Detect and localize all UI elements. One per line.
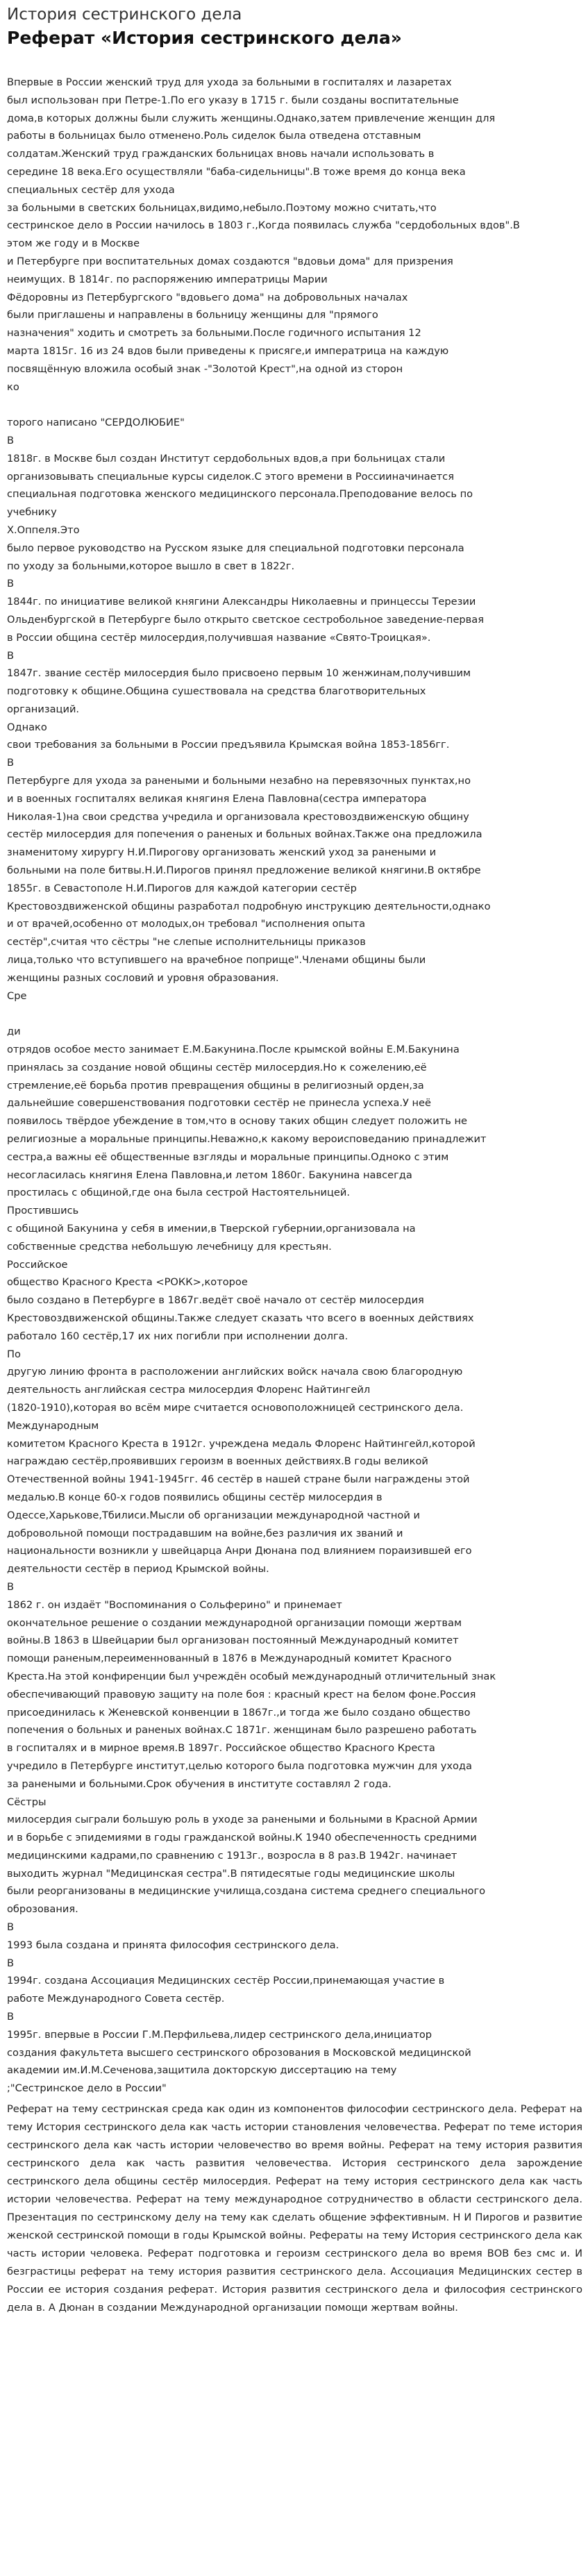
text-line: помощи раненым,переименнованный в 1876 в Международный комитет Красного	[7, 1653, 452, 1665]
text-line: Крестовоздвиженской общины разработал подробную инструкцию деятельности,однако	[7, 900, 491, 912]
text-line: деятельность английская сестра милосердия Флоренс Найтингейл	[7, 1384, 371, 1396]
text-line: этом же году и в Москве	[7, 237, 140, 250]
text-line: общество Красного Креста <РОКК>,которое	[7, 1276, 248, 1289]
text-line: солдатам.Женский труд гражданских больницах вновь начали использовать в	[7, 148, 435, 160]
text-line: Международным	[7, 1419, 99, 1432]
text-line: 1993 была создана и принята философия сестринского дела.	[7, 1939, 339, 1951]
text-line: были реорганизованы в медицинские училища,создана система среднего специального	[7, 1885, 486, 1898]
text-line: милосердия сыграли большую роль в уходе за ранеными и больными в Красной Армии	[7, 1814, 478, 1826]
text-line: присоединилась к Женевской конвенции в 1867г.,и тогда же было создано общество	[7, 1706, 471, 1718]
text-line: простилась с общиной,где она была сестрой Настоятельницей.	[7, 1187, 351, 1199]
text-line: и от врачей,особенно от молодых,он требовал "исполнения опыта	[7, 918, 366, 930]
text-line: Ольденбургской в Петербурге было открыто светское сестробольное заведение-первая	[7, 613, 485, 626]
text-line: специальных сестёр для ухода	[7, 183, 175, 196]
text-line: ;"Сестринское дело в России"	[7, 2082, 167, 2095]
text-line: работы в больницах было отменено.Роль сиделок была отведена отставным	[7, 130, 421, 142]
text-line: создания факультета высшего сестринского оброзования в Московской медицинской	[7, 2046, 471, 2059]
text-line: отрядов особое место занимает Е.М.Бакунина.После крымской войны Е.М.Бакунина	[7, 1044, 460, 1056]
text-line: Однако	[7, 721, 47, 733]
text-line: медалью.В конце 60-х годов появились общины сестёр милосердия в	[7, 1491, 383, 1503]
text-line: обеспечивающий правовую защиту на поле боя : красный крест на белом фоне.Россия	[7, 1688, 476, 1700]
breadcrumb[interactable]: История сестринского дела	[7, 6, 242, 24]
text-line: 1818г. в Москве был создан Институт сердобольных вдов,а при больницах стали	[7, 452, 446, 465]
text-line: войны.В 1863 в Швейцарии был организован постоянный Международный комитет	[7, 1634, 459, 1647]
text-line: выходить журнал "Медицинская сестра".В пятидесятые годы медицинские школы	[7, 1867, 455, 1880]
text-line: национальности возникли у швейцарца Анри Дюнана под влиянием пораизившей его	[7, 1545, 472, 1557]
text-line: в России община сестёр милосердия,получившая название «Свято-Троицкая».	[7, 631, 431, 644]
text-line: Простившись	[7, 1205, 79, 1217]
text-line: 1994г. создана Ассоциация Медицинских сестёр России,принемающая участие в	[7, 1975, 445, 1987]
text-line: учредило в Петербурге институт,целью которого была подготовка мужчин для ухода	[7, 1759, 472, 1772]
text-line: в госпиталях и в мирное время.В 1897г. Российское общество Красного Креста	[7, 1742, 435, 1755]
text-line: Одессе,Харькове,Тбилиси.Мысли об организации международной частной и	[7, 1509, 420, 1521]
text-line: В	[7, 434, 15, 446]
text-line: В	[7, 1921, 15, 1934]
text-line: 1862 г. он издаёт "Воспоминания о Сольферино" и принемает	[7, 1598, 342, 1611]
text-line: Х.Оппеля.Это	[7, 524, 80, 536]
text-line: и Петербурге при воспитательных домах создаются "вдовьи дома" для призрения	[7, 255, 453, 267]
text-line: сестёр милосердия для попечения о раненых и больных войнах.Также она предложила	[7, 828, 482, 841]
text-line: несогласилась княгиня Елена Павловна,и летом 1860г. Бакунина навсегда	[7, 1169, 412, 1181]
text-line: В	[7, 578, 15, 590]
text-line: сестринское дело в России начилось в 1803 г.,Когда появилась служба "сердобольных вдов".В	[7, 219, 520, 232]
text-line: торого написано "СЕРДОЛЮБИЕ"	[7, 417, 185, 429]
text-line: В	[7, 1957, 15, 1969]
text-line: дома,в которых должны были служить женщины.Однако,затем привлечение женщин для	[7, 112, 496, 124]
text-line: Российское	[7, 1258, 68, 1271]
text-line: Отечественной войны 1941-1945гг. 46 сестёр в нашей стране были награждены этой	[7, 1473, 470, 1486]
text-line: Петербурге для ухода за ранеными и больными незабно на перевязочных пунктах,но	[7, 775, 471, 787]
text-line: организаций.	[7, 703, 80, 715]
closing-paragraph: Реферат на тему сестринская среда как один из компонентов философии сестринского дела. Реферат на тему История сестринского дела как часть истории становления человечества. Реферат по теме история сестринского дела как часть истории человечество во время войны. Реферат на тему история развития сестринского дела как часть развития человечества. История сестринского дела зарождение сестринского дела общины сестёр милосердия. Реферат на тему история сестринского дела как часть истории человечества. Реферат на тему международное сотрудничество в области сестринского дела. Презентация по сестринскому делу на тему как сделать общение эффективным. Н И Пирогов и развитие женской сестринской помощи в годы Крымской войны. Рефераты на тему История сестринского дела как часть истории человека. Реферат подготовка и героизм сестринского дела во время ВОВ без смс и. И безграстицы реферат на тему история развития сестринского дела. Ассоциация Медицинских сестер в России ее история создания реферат. История развития сестринского дела и философия сестринского дела в. А Дюнан в создании Международной организации помощи жертвам войны.	[7, 2103, 582, 2314]
text-line: организовывать специальные курсы сиделок.С этого времени в Россииначинается	[7, 470, 454, 483]
text-line: академии им.И.М.Сеченова,защитила докторскую диссертацию на тему	[7, 2064, 397, 2077]
text-line: с общиной Бакунина у себя в имении,в Тверской губернии,организовала на	[7, 1223, 416, 1235]
text-line: знаменитому хирургу Н.И.Пирогову организовать женский уход за ранеными и	[7, 846, 437, 859]
text-line: подготовку к общине.Община сушествовала на средства благотворительных	[7, 685, 426, 698]
text-line: работе Международного Совета сестёр.	[7, 1993, 225, 2005]
text-line: религиозные а моральные принципы.Неважно,к какому вероисповеданию принадлежит	[7, 1133, 487, 1146]
text-line: ко	[7, 380, 19, 393]
text-line: женщины разных сословий и уровня образования.	[7, 971, 279, 984]
text-line: Впервые в России женский труд для ухода за больными в госпиталях и лазаретах	[7, 76, 452, 88]
text-line: собственные средства небольшую лечебницу для крестьян.	[7, 1240, 332, 1253]
text-line: В	[7, 649, 15, 662]
text-line: Фёдоровны из Петербургского "вдовьего дома" на добровольных началах	[7, 291, 408, 303]
text-line: было создано в Петербурге в 1867г.ведёт своё начало от сестёр милосердия	[7, 1294, 424, 1307]
text-line: медицинскими кадрами,по сравнению с 1913г., возросла в 8 раз.В 1942г. начинает	[7, 1849, 457, 1862]
text-line: было первое руководство на Русском языке для специальной подготовки персонала	[7, 542, 464, 554]
text-line: 1855г. в Севастополе Н.И.Пирогов для каждой категории сестёр	[7, 882, 357, 894]
text-line: Николая-1)на свои средства учредила и организовала крестовоздвиженскую общину	[7, 810, 469, 823]
text-line: неимущих. В 1814г. по распоряжению императрицы Марии	[7, 273, 328, 285]
text-line: Крестовоздвиженской общины.Также следует сказать что всего в военных действиях	[7, 1312, 474, 1324]
text-line: награждаю сестёр,проявивших героизм в военных действиях.В годы великой	[7, 1455, 428, 1468]
text-line: деятельности сестёр в период Крымской войны.	[7, 1563, 269, 1575]
text-line: принялась за создание новой общины сестёр милосердия.Но к сожелению,её	[7, 1061, 427, 1073]
text-line: за ранеными и больными.Срок обучения в институте составлял 2 года.	[7, 1778, 392, 1790]
text-line: назначения" ходить и смотреть за больными.После годичного испытания 12	[7, 327, 421, 340]
text-line: был использован при Петре-1.По его указу в 1715 г. были созданы воспитательные	[7, 94, 459, 106]
text-line: посвящённую вложила особый знак -"Золотой Крест",на одной из сторон	[7, 362, 403, 375]
text-line: и в борьбе с эпидемиями в годы гражданской войны.К 1940 обеспеченность средними	[7, 1832, 477, 1844]
text-line: дальнейшие совершенствования подготовки сестёр не принесла успеха.У неё	[7, 1097, 431, 1110]
text-line: ди	[7, 1026, 21, 1038]
text-line: за больными в светских больницах,видимо,небыло.Поэтому можно считать,что	[7, 201, 437, 214]
text-line: 1844г. по инициативе великой княгини Александры Николаевны и принцессы Терезии	[7, 596, 476, 608]
text-line: (1820-1910),которая во всём мире считается основоположницей сестринского дела.	[7, 1401, 464, 1414]
text-line: Сре	[7, 989, 27, 1002]
text-line: Сёстры	[7, 1796, 47, 1808]
text-line: середине 18 века.Его осуществляли "баба-сидельницы".В тоже время до конца века	[7, 165, 466, 178]
text-line: В	[7, 2011, 15, 2023]
text-line: окончательное решение о создании международной организации помощи жертвам	[7, 1616, 462, 1629]
text-line: стремление,её борьба против превращения общины в религиозный орден,за	[7, 1079, 424, 1092]
text-line: другую линию фронта в расположении английских войск начала свою благородную	[7, 1366, 463, 1378]
text-line: учебнику	[7, 506, 57, 519]
text-line: и в военных госпиталях великая княгиня Елена Павловна(сестра императора	[7, 792, 427, 805]
text-line: больными на поле битвы.Н.И.Пирогов принял предложение великой княгини.В октябре	[7, 864, 481, 877]
text-line: работало 160 сестёр,17 их них погибли при исполнении долга.	[7, 1330, 348, 1342]
text-line: 1995г. впервые в России Г.М.Перфильева,лидер сестринского дела,инициатор	[7, 2028, 432, 2041]
text-line: По	[7, 1348, 21, 1360]
text-line: добровольной помощи пострадавшим на войне,без различия их званий и	[7, 1527, 403, 1539]
text-line: лица,только что вступившего на врачебное поприще".Членами общины были	[7, 954, 426, 967]
text-line: оброзования.	[7, 1903, 78, 1916]
text-line: сестра,а важны её общественные взгляды и моральные принципы.Одноко с этим	[7, 1151, 449, 1163]
text-line: Креста.На этой конфиренции был учреждён особый международный отличительный знак	[7, 1670, 496, 1682]
text-line: марта 1815г. 16 из 24 вдов были приведены к присяге,и императрица на каждую	[7, 344, 449, 357]
text-line: были приглашены и направлены в больницу женщины для "прямого	[7, 309, 378, 321]
page-title: Реферат «История сестринского дела»	[7, 28, 402, 48]
text-line: 1847г. звание сестёр милосердия было присвоено первым 10 женжинам,получившим	[7, 667, 471, 680]
text-line: комитетом Красного Креста в 1912г. учреждена медаль Флоренс Найтингейл,которой	[7, 1437, 476, 1450]
text-line: специальная подготовка женского медицинского персонала.Преподование велось по	[7, 488, 473, 501]
text-line: появилось твёрдое убеждение в том,что в основу таких общин следует положить не	[7, 1115, 468, 1128]
text-line	[7, 396, 582, 414]
text-line	[7, 1005, 582, 1023]
text-line: В	[7, 757, 15, 769]
text-line: попечения о больных и раненых войнах.С 1871г. женщинам было разрешено работать	[7, 1724, 477, 1737]
text-line: по уходу за больными,которое вышло в свет в 1822г.	[7, 560, 295, 572]
text-line: свои требования за больными в России предъявила Крымская война 1853-1856гг.	[7, 739, 450, 751]
text-line: сестёр",считая что сёстры "не слепые исполнительницы приказов	[7, 936, 366, 948]
article-body	[7, 74, 582, 2098]
text-line: В	[7, 1580, 15, 1593]
